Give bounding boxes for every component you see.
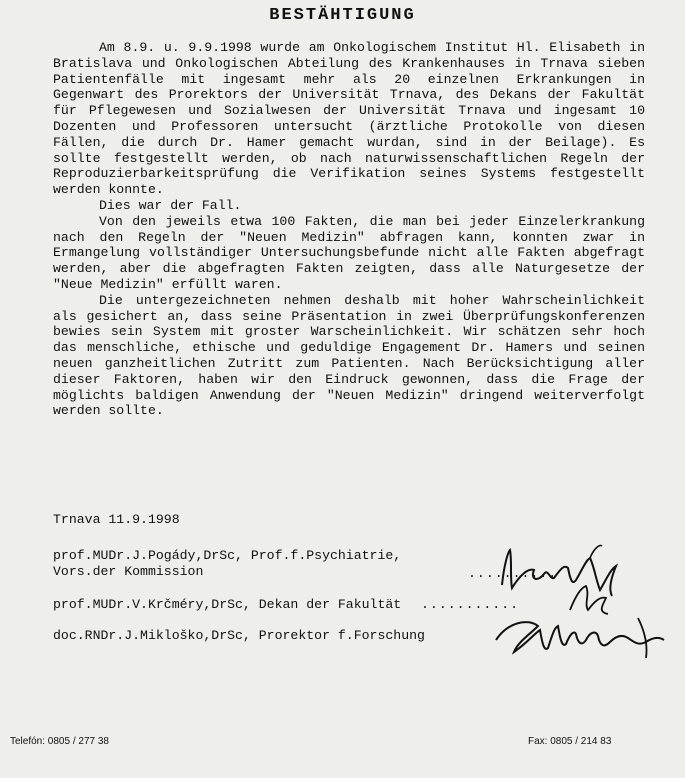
signature-line-2: ........... — [421, 597, 520, 612]
signatory-3-name: doc.RNDr.J.Mikloško,DrSc, Prorektor f.Forschung — [53, 628, 425, 643]
signatory-2 — [53, 597, 401, 613]
handwritten-signature-3 — [488, 612, 668, 664]
document-body — [53, 40, 645, 419]
paragraph-1: Am 8.9. u. 9.9.1998 wurde am Onkologischem Institut Hl. Elisabeth in Bratislava und Onkologischen Abteilung des Krankenhauses in Trnava sieben Patientenfälle mit ingesamt mehr als 20 einzelnen Erkrankungen in Gegenwart des Prorektors der Universität Trnava, des Dekans der Fakultät für Pflegewesen und Sozialwesen der Universität Trnava und ingesamt 10 Dozenten und Professoren untersucht (ärztliche Protokolle von diesen Fällen, die durch Dr. Hamer gemacht wurdan, sind in der Beilage). Es sollte festgestellt werden, ob nach naturwissenschaftlichen Regeln der Reproduzierbarkeitsprüfung die Verifikation seines Systems festgestellt werden konnte. — [53, 40, 645, 198]
document-date: Trnava 11.9.1998 — [53, 512, 180, 527]
paragraph-4: Die untergezeichneten nehmen deshalb mit hoher Wahrscheinlichkeit als gesichert an, dass seine Präsentation in zwei Überprüfungskonferenzen bewies sein System mit groster Warscheinlichkeit. Wir schätzen sehr hoch das menschliche, ethische und geduldige Engagement Dr. Hamers und seinen neuen ganzheitlichen Zutritt zum Patienten. Nach Berücksichtigung aller dieser Faktoren, haben wir den Eindruck gewonnen, dass die Frage der möglichts baldigen Anwendung der "Neuen Medizin" dringend weiterverfolgt werden sollte. — [53, 292, 645, 419]
footer-fax: Fax: 0805 / 214 83 — [528, 736, 612, 747]
signature-line-1: .......... — [468, 566, 558, 581]
document-title: BESTÄHTIGUNG — [269, 6, 416, 25]
signatory-1 — [53, 548, 401, 580]
signatory-1-role: Vors.der Kommission — [53, 564, 204, 579]
paragraph-2: Dies war der Fall. — [99, 197, 242, 213]
signatory-1-name: prof.MUDr.J.Pogády,DrSc, Prof.f.Psychiatrie, — [53, 548, 402, 563]
paragraph-3: Von den jeweils etwa 100 Fakten, die man bei jeder Einzelerkrankung nach den Regeln der "Neuen Medizin" abfragen kann, konnten zwar in Ermangelung vollständiger Untersuchungsbefunde nicht alle Fakten abgefragt werden, aber die abgefragten Fakten zeigten, dass alle Naturgesetze der "Neue Medizin" erfüllt waren. — [53, 213, 645, 292]
signatory-2-name: prof.MUDr.V.Krčméry,DrSc, Dekan der Fakultät — [53, 597, 402, 612]
footer-phone: Telefón: 0805 / 277 38 — [10, 736, 109, 747]
signatory-3 — [53, 628, 425, 644]
